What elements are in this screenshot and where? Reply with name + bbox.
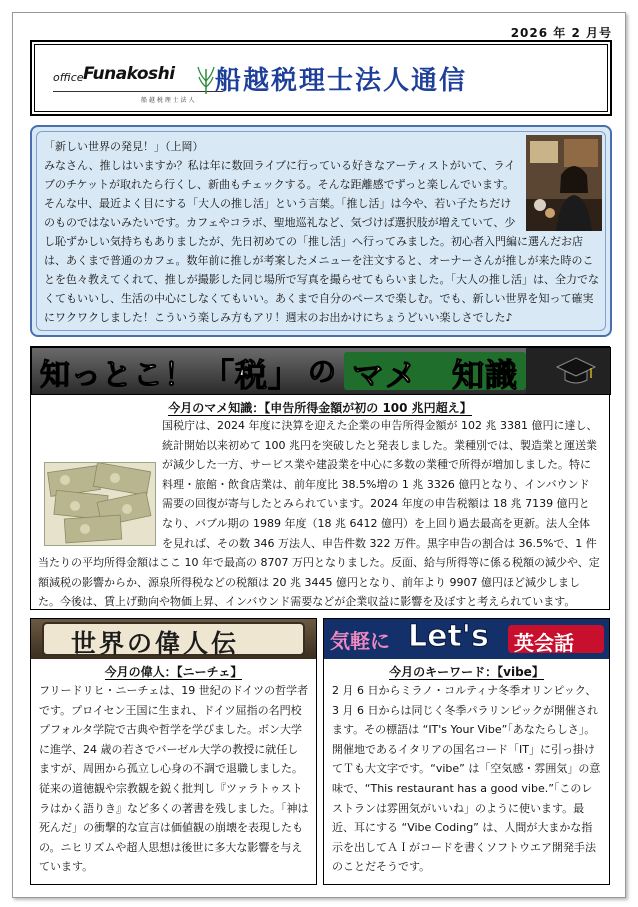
intro-body: みなさん、推しはいますか？私は年に数回ライブに行っている好きなアーティストがいて、ライブのチケットが取れたら行くし、新曲もチェックする。そんな距離感でずっと楽しんでいます。そんな中、最近よく目にする「大人の推し活」という言葉。「推し活」は今や、若い子たちだけのものではないみたいです。カフェやコラボ、聖地巡礼など、気づけば選択肢が増えていて、少し恥ずかしい気持ちもありましたが、先日初めての「推し活」へ行ってみました。初心者入門編に選んだお店は、あくまで普通のカフェ。数年前に推しが考案したメニューを注文すると、オーナーさんが推しが来た時のことを色々教えてくれて、推しが撮影した同じ場所で写真を撮らせてもらいました。「大人の推し活」は、全力でなくてもいいし、生活の中心にしなくてもいい。あくまで自分のペースで楽しむ。でも、新しい世界を知って確実にワクワクしました！こういう楽しみ方もアリ！週末のお出かけにちょうどいい楽しさでした♪: [44, 159, 599, 324]
logo-office-text: office: [53, 71, 84, 84]
issue-date: 2026 年 2 月号: [510, 26, 612, 40]
english-banner-text-3: 英会話: [514, 631, 574, 655]
banner-text-3: の: [308, 355, 338, 388]
tax-tips-heading: [31, 399, 609, 416]
great-people-heading: [31, 663, 316, 680]
tax-tips-body-text: 国税庁は、2024 年度に決算を迎えた企業の申告所得金額が 102 兆 3381 億円に達し、統計開始以来初めて 100 兆円を突破したと発表しました。業種別では、製造業と運送業が減少した一方、サービス業や建設業を中心に多数の業種で所得が増加しました。特に料理・旅館・飲食店業は、前年度比 38.5%増の 1 兆 3326 億円となり、インバウンド需要の回復が寄与したとみられています。2024 年度の申告税額は 18 兆 7139 億円となり、バブル期の 1989 年度（18 兆 6412 億円）を上回り過去最高を更新。法人全体を見れば、その数 346 万法人、申告件数 322 万件。黒字申告の割合は 36.5%で、1 件当たりの平均所得金額はここ 10 年で最高の 8707 万円となりました。反面、給与所得等に係る税額の減少や、定額減税の影響からか、源泉所得税などの税額は 20 兆 3445 億円となり、前年より 9907 億円ほど減少しました。今後は、賃上げ動向や物価上昇、インバウンド需要などが企業収益に影響を及ぼすと考えられています。: [38, 419, 600, 609]
logo-name-text: Funakoshi: [83, 64, 175, 84]
english-banner: [324, 619, 609, 659]
graduation-cap-icon: [556, 356, 596, 386]
newsletter-title: 船越税理士法人通信: [215, 66, 468, 96]
money-wrap-spacer: [38, 454, 162, 550]
great-people-section: [30, 618, 317, 885]
plant-logo-icon: [195, 61, 217, 95]
english-body: 2 月 6 日からミラノ・コルティナ冬季オリンピック、3 月 6 日からは同じく冬季パラリンピックが開催されます。その標語は “IT's Your Vibe”「あなたらしさ」。開催地であるイタリアの国名コード「IT」に引っ掛けてＴも大文字です。“vibe” は「空気感・雰囲気」の意味で、“This restaurant has a good vibe.”「このレストランは雰囲気がいいね」のように使います。最近、耳にする “Vibe Coding” は、人間が大まかな指示を出してＡＩがコードを書くソフトウエア開発手法のことだそうです。: [332, 684, 601, 874]
photo-wrap-spacer: [518, 137, 602, 215]
tax-tips-banner: [31, 347, 611, 395]
office-logo: [53, 61, 223, 107]
tax-tips-heading-text: 今月のマメ知識：【申告所得金額が初の 100 兆円超え】: [168, 401, 472, 415]
intro-section: [30, 125, 612, 337]
great-people-banner: [31, 619, 316, 659]
english-heading: [324, 663, 609, 680]
banner-text-1: 知っとこ！: [40, 358, 195, 393]
english-heading-text: 今月のキーワード：【vibe】: [389, 665, 544, 679]
intro-heading: 「新しい世界の発見！」（上岡）: [44, 140, 204, 153]
great-people-heading-text: 今月の偉人：【ニーチェ】: [104, 665, 243, 679]
banner-text-5: 知識: [452, 356, 519, 394]
masthead: [30, 40, 612, 116]
logo-subtitle: 船 越 税 理 士 法 人: [141, 97, 195, 104]
english-section: [323, 618, 610, 885]
masthead-inner-border: [34, 44, 608, 112]
tax-tips-text: [38, 416, 600, 612]
banner-text-4: マメ: [352, 356, 419, 394]
tax-tips-body: [38, 416, 600, 612]
english-banner-text-2: Let's: [408, 619, 489, 654]
intro-text: [44, 137, 602, 327]
banner-text-2: 「税」: [202, 356, 302, 394]
english-banner-text-1: 気軽に: [330, 629, 390, 653]
great-people-banner-text: 世界の偉人伝: [71, 629, 240, 658]
great-people-body: フリードリヒ・ニーチェは、19 世紀のドイツの哲学者です。プロイセン王国に生まれ、ドイツ屈指の名門校プフォルタ学院で古典や哲学を学びました。ボン大学に進学、24 歳の若さでバーゼル大学の教授に就任しますが、周囲から孤立し心身の不調で退職しました。従来の道徳観や宗教観を鋭く批判し『ツァラトゥストラはかく語りき』など多くの著書を残しました。「神は死んだ」の衝撃的な宣言は価値観の崩壊を表現したもの。ニヒリズムや超人思想は後世に多大な影響を与えています。: [39, 684, 309, 874]
